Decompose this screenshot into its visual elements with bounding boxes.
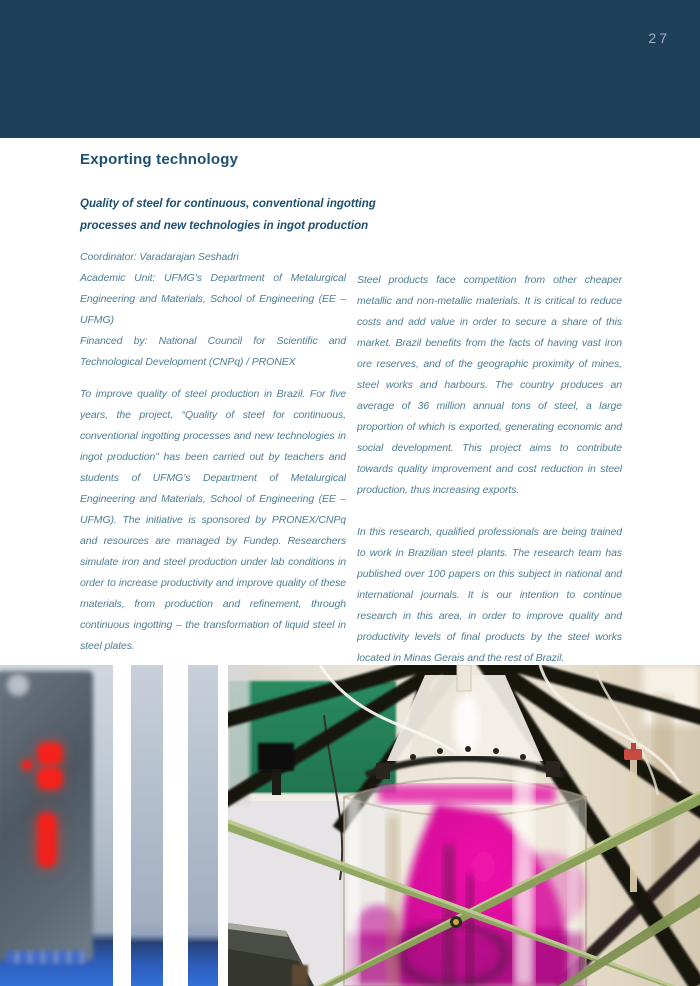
led-digit-bottom	[38, 813, 56, 867]
article-subtitle	[80, 193, 376, 237]
left-column-paragraph: To improve quality of steel production in Brazil. For five years, the project, “Quality of steel for continuous, conventional ingotting processes and new technologies in ingot production” has been carried out by teachers and students of UFMG’s Department of Metalurgical Engineering and Materials, School of Engineering (EE – UFMG). The initiative is sponsored by PRONEX/CNPq and resources are managed by Fundep. Researchers simulate iron and steel production under lab conditions in order to increase productivity and improve quality of these materials, from production and refinement, through continuous ingotting – the transformation of liquid steel in steel plates.	[80, 388, 346, 652]
article-title: Exporting technology	[80, 151, 239, 168]
photo-strip-1	[131, 665, 163, 986]
header-band	[0, 0, 700, 138]
page-number: 27	[648, 30, 670, 46]
article-meta	[80, 247, 346, 373]
device-label-blur	[6, 951, 86, 964]
lab-apparatus-illustration	[228, 665, 700, 986]
led-digit-top	[30, 743, 64, 791]
photo-lab-apparatus	[228, 665, 700, 986]
subtitle-line-2: processes and new technologies in ingot production	[80, 220, 369, 232]
meta-academic-unit: Academic Unit: UFMG’s Department of Metalurgical Engineering and Materials, School of Engineering (EE – UFMG)	[80, 272, 346, 326]
meta-coordinator: Coordinator: Varadarajan Seshadri	[80, 251, 239, 263]
right-column	[357, 270, 622, 664]
right-paragraph-2: In this research, qualified professionals are being trained to work in Brazilian steel plants. The research team has published over 100 papers on this subject in national and international journals. It is our intention to continue research in this area, in order to improve quality and productivity levels of final products by the steel works located in Minas Gerais and the rest of Brazil.	[357, 526, 622, 664]
device-knob	[7, 674, 29, 696]
subtitle-line-1: Quality of steel for continuous, conventional ingotting	[80, 198, 376, 210]
right-paragraph-1: Steel products face competition from other cheaper metallic and non-metallic materials. It is critical to reduce costs and add value in order to secure a share of this market. Brazil benefits from the facts of having vast iron ore reserves, and of the geographic proximity of mines, steel works and harbours. The country produces an average of 36 million annual tons of steel, a large proportion of which is exported, generating economic and social development. This project aims to contribute towards quality improvement and cost reduction in steel production, thus increasing exports.	[357, 274, 622, 496]
photo-instrument-panel	[0, 665, 113, 986]
meta-financed-by: Financed by: National Council for Scientific and Technological Development (CNPq) / PRONEX	[80, 335, 346, 368]
photo-strip-2	[188, 665, 218, 986]
